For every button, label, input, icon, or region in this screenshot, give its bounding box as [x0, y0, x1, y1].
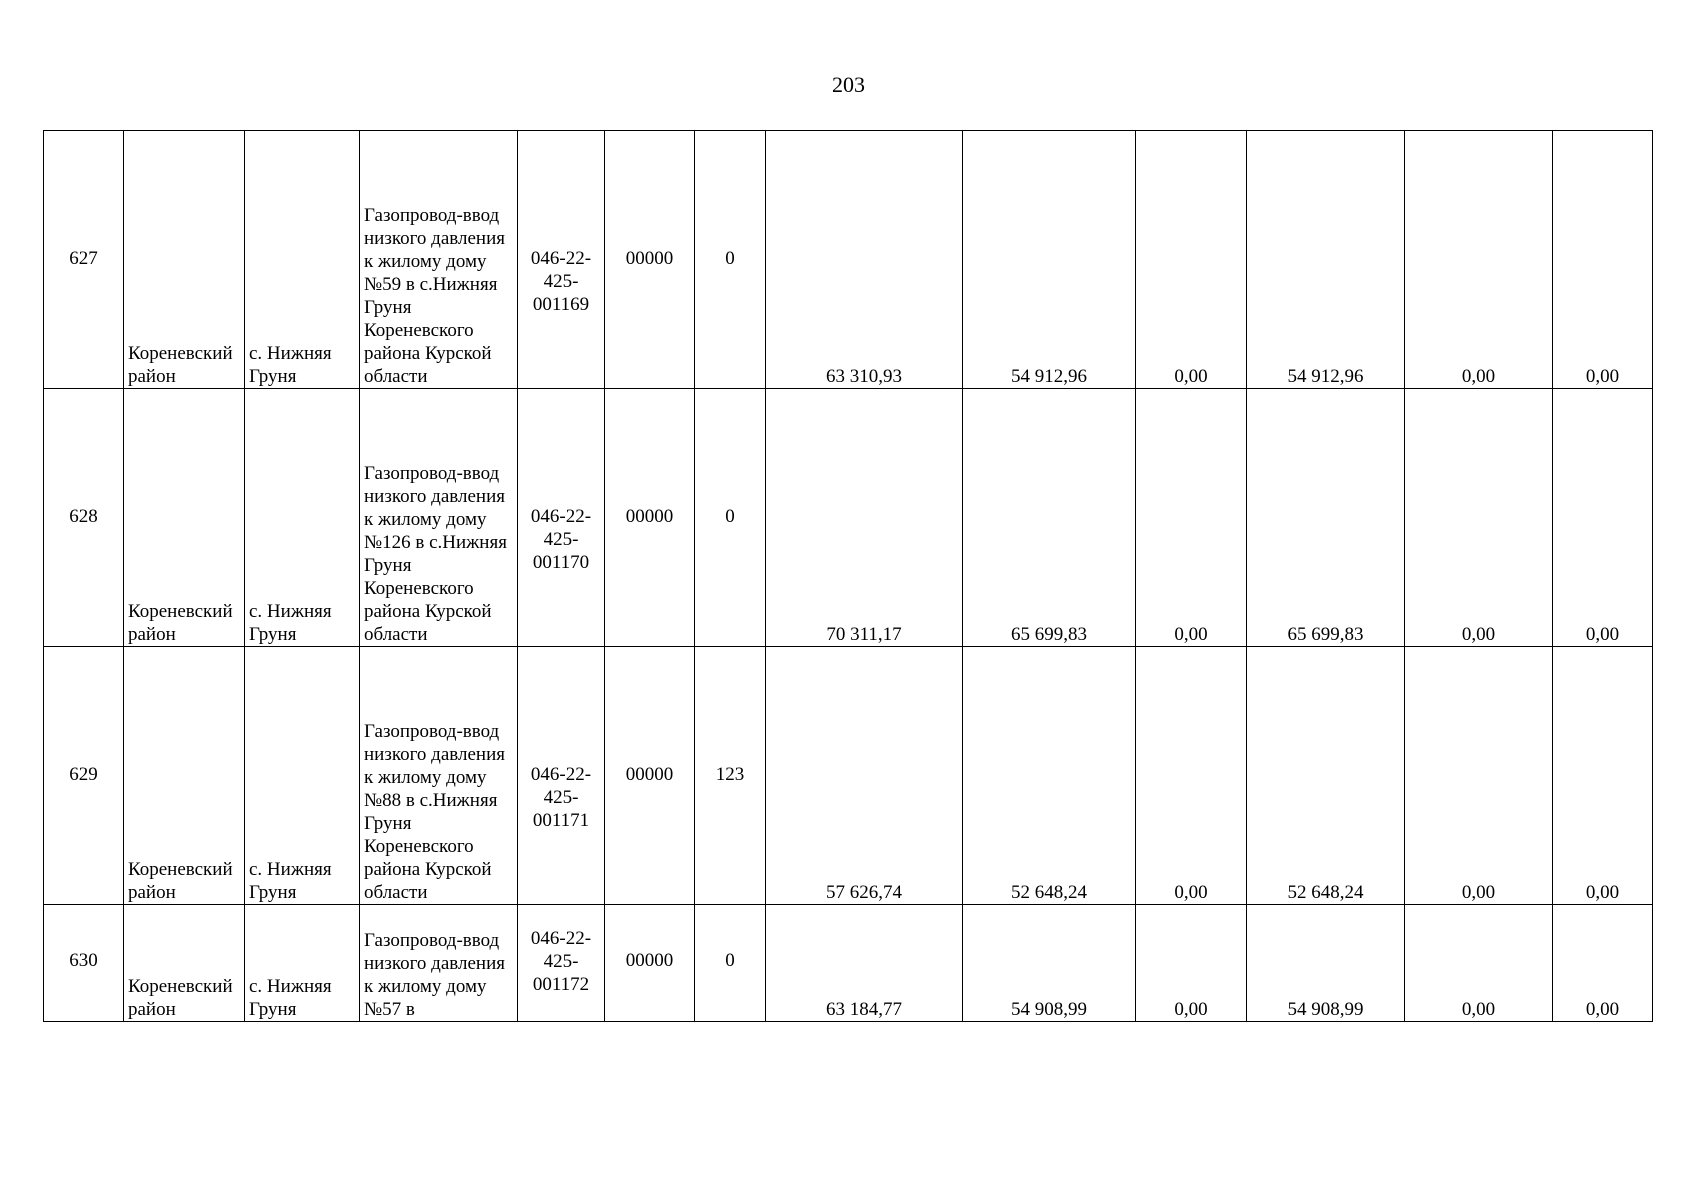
amount-cell-6: 0,00	[1553, 647, 1653, 905]
amount-cell-1: 63 310,93	[766, 131, 963, 389]
cadastral-number-cell: 046-22-425-001172	[518, 905, 605, 1022]
length-cell: 0	[695, 131, 766, 389]
object-name-cell: Газопровод-ввод низкого давления к жилому дому №59 в с.Нижняя Груня Кореневского района Курской области	[360, 131, 518, 389]
settlement-cell: с. Нижняя Груня	[245, 647, 360, 905]
asset-registry-table	[43, 130, 1653, 1022]
settlement-cell: с. Нижняя Груня	[245, 131, 360, 389]
amount-cell-2: 54 908,99	[963, 905, 1136, 1022]
cadastral-number-cell: 046-22-425-001169	[518, 131, 605, 389]
amount-cell-5: 0,00	[1405, 647, 1553, 905]
object-name-cell: Газопровод-ввод низкого давления к жилому дому №126 в с.Нижняя Груня Кореневского района Курской области	[360, 389, 518, 647]
code-cell: 00000	[605, 905, 695, 1022]
object-name-cell: Газопровод-ввод низкого давления к жилому дому №88 в с.Нижняя Груня Кореневского района Курской области	[360, 647, 518, 905]
row-number-cell: 628	[44, 389, 124, 647]
amount-cell-5: 0,00	[1405, 905, 1553, 1022]
amount-cell-6: 0,00	[1553, 905, 1653, 1022]
district-cell: Кореневский район	[124, 905, 245, 1022]
amount-cell-4: 54 912,96	[1247, 131, 1405, 389]
amount-cell-4: 52 648,24	[1247, 647, 1405, 905]
amount-cell-4: 65 699,83	[1247, 389, 1405, 647]
amount-cell-4: 54 908,99	[1247, 905, 1405, 1022]
amount-cell-5: 0,00	[1405, 389, 1553, 647]
row-number-cell: 627	[44, 131, 124, 389]
length-cell: 0	[695, 389, 766, 647]
object-name-cell: Газопровод-ввод низкого давления к жилому дому №57 в	[360, 905, 518, 1022]
cadastral-number-cell: 046-22-425-001171	[518, 647, 605, 905]
table-row	[44, 647, 1653, 905]
row-number-cell: 629	[44, 647, 124, 905]
page-number: 203	[832, 72, 865, 97]
code-cell: 00000	[605, 131, 695, 389]
district-cell: Кореневский район	[124, 647, 245, 905]
code-cell: 00000	[605, 647, 695, 905]
settlement-cell: с. Нижняя Груня	[245, 389, 360, 647]
amount-cell-2: 65 699,83	[963, 389, 1136, 647]
amount-cell-6: 0,00	[1553, 131, 1653, 389]
district-cell: Кореневский район	[124, 389, 245, 647]
cadastral-number-cell: 046-22-425-001170	[518, 389, 605, 647]
code-cell: 00000	[605, 389, 695, 647]
amount-cell-2: 52 648,24	[963, 647, 1136, 905]
amount-cell-5: 0,00	[1405, 131, 1553, 389]
table-row	[44, 905, 1653, 1022]
length-cell: 123	[695, 647, 766, 905]
amount-cell-6: 0,00	[1553, 389, 1653, 647]
amount-cell-1: 57 626,74	[766, 647, 963, 905]
district-cell: Кореневский район	[124, 131, 245, 389]
amount-cell-1: 70 311,17	[766, 389, 963, 647]
settlement-cell: с. Нижняя Груня	[245, 905, 360, 1022]
amount-cell-3: 0,00	[1136, 131, 1247, 389]
amount-cell-3: 0,00	[1136, 647, 1247, 905]
row-number-cell: 630	[44, 905, 124, 1022]
amount-cell-1: 63 184,77	[766, 905, 963, 1022]
table-row	[44, 389, 1653, 647]
table-row	[44, 131, 1653, 389]
amount-cell-3: 0,00	[1136, 389, 1247, 647]
length-cell: 0	[695, 905, 766, 1022]
amount-cell-3: 0,00	[1136, 905, 1247, 1022]
amount-cell-2: 54 912,96	[963, 131, 1136, 389]
